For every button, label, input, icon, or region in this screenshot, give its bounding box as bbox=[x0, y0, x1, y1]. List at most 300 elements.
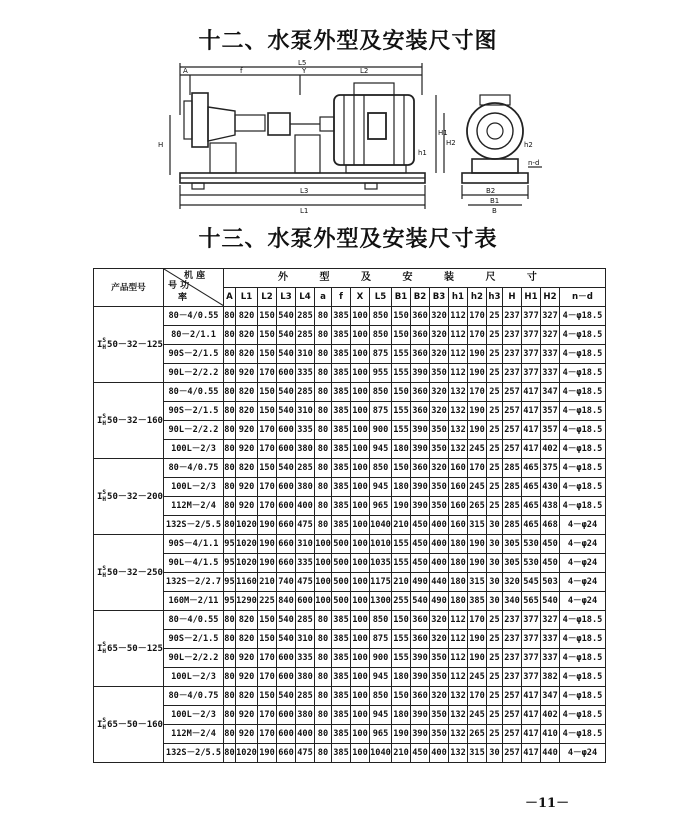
dimension-cell: 190 bbox=[467, 649, 486, 668]
dimension-cell: 190 bbox=[257, 744, 276, 763]
dimension-cell: 100 bbox=[350, 649, 369, 668]
dimension-cell: 357 bbox=[540, 402, 559, 421]
table-row bbox=[94, 383, 606, 402]
dimension-cell: 545 bbox=[521, 573, 540, 592]
table-row bbox=[94, 687, 606, 706]
dimension-cell: 385 bbox=[331, 364, 350, 383]
dimension-cell: 340 bbox=[502, 592, 521, 611]
dimension-cell: 360 bbox=[410, 687, 429, 706]
dimension-cell: 820 bbox=[235, 326, 257, 345]
dimension-cell: 500 bbox=[331, 573, 350, 592]
dimension-cell: 132 bbox=[448, 402, 467, 421]
dimension-cell: 245 bbox=[467, 478, 486, 497]
dimension-cell: 25 bbox=[486, 668, 502, 687]
dimension-cell: 350 bbox=[429, 668, 448, 687]
dimension-cell: 257 bbox=[502, 440, 521, 459]
dimension-cell: 347 bbox=[540, 383, 559, 402]
dimension-cell: 80 bbox=[223, 497, 235, 516]
dimension-cell: 347 bbox=[540, 687, 559, 706]
dimension-cell: 920 bbox=[235, 421, 257, 440]
table-row bbox=[94, 554, 606, 573]
dimension-cell: 500 bbox=[331, 592, 350, 611]
product-model-cell bbox=[94, 611, 164, 687]
dimension-cell: 112 bbox=[448, 611, 467, 630]
dimension-cell: 237 bbox=[502, 668, 521, 687]
dimension-cell: 385 bbox=[331, 497, 350, 516]
model-number: 50－32－160 bbox=[107, 415, 163, 426]
model-sub-bottom: H bbox=[102, 496, 107, 503]
dimension-cell: 30 bbox=[486, 535, 502, 554]
dimension-cell: 80 bbox=[314, 478, 331, 497]
model-sub-bottom: H bbox=[102, 724, 107, 731]
dimension-cell: 600 bbox=[276, 421, 295, 440]
dimension-cell: 80 bbox=[223, 611, 235, 630]
dimension-cell: 100 bbox=[350, 592, 369, 611]
dimension-cell: 190 bbox=[257, 516, 276, 535]
dimension-cell: 80 bbox=[223, 402, 235, 421]
column-header: h1 bbox=[448, 288, 467, 307]
dimension-cell: 385 bbox=[331, 630, 350, 649]
dimension-cell: 390 bbox=[410, 706, 429, 725]
dimension-cell: 377 bbox=[521, 630, 540, 649]
dimension-cell: 150 bbox=[257, 402, 276, 421]
table-row bbox=[94, 611, 606, 630]
dimension-cell: 402 bbox=[540, 706, 559, 725]
motor-frame-cell: 112M－2/4 bbox=[163, 725, 223, 744]
dimension-cell: 80 bbox=[314, 687, 331, 706]
table-row bbox=[94, 307, 606, 326]
dimension-cell: 320 bbox=[429, 326, 448, 345]
dimension-cell: 25 bbox=[486, 630, 502, 649]
dimension-cell: 1020 bbox=[235, 516, 257, 535]
dimension-cell: 540 bbox=[276, 459, 295, 478]
dimension-cell: 155 bbox=[391, 402, 410, 421]
dimension-cell: 4－φ18.5 bbox=[559, 649, 605, 668]
dimension-cell: 490 bbox=[410, 573, 429, 592]
dimension-cell: 150 bbox=[391, 383, 410, 402]
column-header: n－d bbox=[559, 288, 605, 307]
dimension-cell: 100 bbox=[350, 554, 369, 573]
dimension-cell: 320 bbox=[429, 611, 448, 630]
label-B: B bbox=[492, 207, 497, 215]
product-model-cell bbox=[94, 383, 164, 459]
dimension-cell: 390 bbox=[410, 649, 429, 668]
model-prefix: I bbox=[97, 339, 103, 350]
dimension-cell: 350 bbox=[429, 478, 448, 497]
dimension-cell: 350 bbox=[429, 364, 448, 383]
table-row bbox=[94, 478, 606, 497]
dimension-cell: 285 bbox=[502, 497, 521, 516]
dimension-cell: 660 bbox=[276, 554, 295, 573]
dimension-cell: 945 bbox=[369, 668, 391, 687]
model-subscript bbox=[102, 717, 106, 731]
dimension-cell: 360 bbox=[410, 345, 429, 364]
dimension-cell: 4－φ18.5 bbox=[559, 497, 605, 516]
dimension-cell: 540 bbox=[410, 592, 429, 611]
dimension-cell: 850 bbox=[369, 307, 391, 326]
dimension-cell: 417 bbox=[521, 440, 540, 459]
product-model-cell bbox=[94, 307, 164, 383]
dimension-cell: 170 bbox=[257, 668, 276, 687]
dimension-cell: 4－φ18.5 bbox=[559, 725, 605, 744]
dimension-cell: 237 bbox=[502, 611, 521, 630]
dimension-cell: 80 bbox=[223, 345, 235, 364]
dimension-cell: 540 bbox=[276, 345, 295, 364]
dimension-cell: 150 bbox=[391, 326, 410, 345]
dimension-cell: 600 bbox=[276, 668, 295, 687]
motor-frame-cell: 90L－2/2.2 bbox=[163, 364, 223, 383]
dimension-cell: 112 bbox=[448, 649, 467, 668]
dimension-cell: 465 bbox=[521, 459, 540, 478]
dimension-cell: 100 bbox=[350, 345, 369, 364]
dimension-cell: 920 bbox=[235, 497, 257, 516]
dimension-cell: 820 bbox=[235, 459, 257, 478]
dimension-cell: 80 bbox=[314, 326, 331, 345]
dimension-cell: 337 bbox=[540, 630, 559, 649]
dimension-cell: 4－φ18.5 bbox=[559, 706, 605, 725]
dimension-cell: 400 bbox=[429, 744, 448, 763]
dimension-cell: 80 bbox=[223, 383, 235, 402]
dimension-cell: 660 bbox=[276, 744, 295, 763]
dimension-cell: 385 bbox=[331, 307, 350, 326]
dimension-cell: 80 bbox=[223, 744, 235, 763]
model-sub-bottom: H bbox=[102, 572, 107, 579]
dimension-cell: 468 bbox=[540, 516, 559, 535]
dimension-cell: 385 bbox=[331, 687, 350, 706]
dimension-cell: 285 bbox=[502, 516, 521, 535]
dimension-cell: 600 bbox=[276, 440, 295, 459]
label-f: f bbox=[240, 67, 243, 75]
dimension-cell: 100 bbox=[350, 535, 369, 554]
dimension-cell: 402 bbox=[540, 440, 559, 459]
motor-frame-cell: 90S－4/1.1 bbox=[163, 535, 223, 554]
dimension-cell: 80 bbox=[223, 516, 235, 535]
dimension-cell: 417 bbox=[521, 402, 540, 421]
model-prefix: I bbox=[97, 567, 103, 578]
dimension-cell: 540 bbox=[276, 383, 295, 402]
column-header: B2 bbox=[410, 288, 429, 307]
dimension-cell: 170 bbox=[257, 421, 276, 440]
dimension-cell: 150 bbox=[391, 687, 410, 706]
dimension-cell: 465 bbox=[521, 516, 540, 535]
dimension-cell: 80 bbox=[314, 459, 331, 478]
dimension-cell: 155 bbox=[391, 649, 410, 668]
dimension-cell: 740 bbox=[276, 573, 295, 592]
dimension-cell: 305 bbox=[502, 554, 521, 573]
dimension-cell: 25 bbox=[486, 383, 502, 402]
dimension-cell: 100 bbox=[314, 554, 331, 573]
dimension-cell: 850 bbox=[369, 687, 391, 706]
dimension-cell: 190 bbox=[467, 554, 486, 573]
dimension-cell: 155 bbox=[391, 364, 410, 383]
dimension-cell: 337 bbox=[540, 345, 559, 364]
dimension-cell: 920 bbox=[235, 478, 257, 497]
model-sub-top: S bbox=[102, 565, 107, 572]
dimension-cell: 337 bbox=[540, 649, 559, 668]
dimension-cell: 820 bbox=[235, 630, 257, 649]
dimension-cell: 150 bbox=[391, 307, 410, 326]
section-12-title: 十二、水泵外型及安装尺寸图 bbox=[198, 29, 498, 54]
dimension-cell: 955 bbox=[369, 364, 391, 383]
dimension-cell: 190 bbox=[391, 725, 410, 744]
label-Y: Y bbox=[302, 67, 307, 75]
dimension-cell: 875 bbox=[369, 630, 391, 649]
dimension-cell: 335 bbox=[295, 649, 314, 668]
dimension-cell: 357 bbox=[540, 421, 559, 440]
dimension-cell: 80 bbox=[314, 497, 331, 516]
motor-frame-cell: 112M－2/4 bbox=[163, 497, 223, 516]
label-H1: H1 bbox=[438, 129, 448, 137]
dimension-cell: 377 bbox=[521, 345, 540, 364]
motor-frame-cell: 90S－2/1.5 bbox=[163, 630, 223, 649]
dimension-cell: 80 bbox=[314, 516, 331, 535]
motor-frame-cell: 132S－2/5.5 bbox=[163, 744, 223, 763]
dimension-cell: 170 bbox=[467, 383, 486, 402]
dimension-cell: 25 bbox=[486, 421, 502, 440]
dimension-cell: 310 bbox=[295, 630, 314, 649]
dimension-cell: 945 bbox=[369, 440, 391, 459]
header-dimension-group: 外 型 及 安 装 尺 寸 bbox=[223, 269, 605, 288]
dimension-cell: 257 bbox=[502, 383, 521, 402]
dimension-cell: 150 bbox=[257, 307, 276, 326]
dimension-cell: 385 bbox=[331, 421, 350, 440]
dimension-cell: 285 bbox=[295, 687, 314, 706]
dimension-cell: 4－φ18.5 bbox=[559, 326, 605, 345]
dimension-cell: 80 bbox=[223, 440, 235, 459]
dimension-cell: 1020 bbox=[235, 535, 257, 554]
model-prefix: I bbox=[97, 415, 103, 426]
dimension-cell: 112 bbox=[448, 345, 467, 364]
dimension-cell: 1040 bbox=[369, 744, 391, 763]
dimension-cell: 190 bbox=[467, 364, 486, 383]
dimension-cell: 600 bbox=[276, 364, 295, 383]
dimension-cell: 400 bbox=[429, 535, 448, 554]
dimension-cell: 80 bbox=[223, 478, 235, 497]
label-h1: h1 bbox=[418, 149, 427, 157]
table-row bbox=[94, 706, 606, 725]
dimension-cell: 150 bbox=[257, 345, 276, 364]
dimension-cell: 945 bbox=[369, 706, 391, 725]
dimension-cell: 400 bbox=[295, 725, 314, 744]
dimension-cell: 4－φ18.5 bbox=[559, 383, 605, 402]
dimension-cell: 360 bbox=[410, 630, 429, 649]
dimension-cell: 132 bbox=[448, 421, 467, 440]
dimension-cell: 380 bbox=[295, 706, 314, 725]
dimension-cell: 1020 bbox=[235, 554, 257, 573]
dimension-cell: 565 bbox=[521, 592, 540, 611]
dimension-cell: 80 bbox=[314, 345, 331, 364]
dimension-cell: 4－φ18.5 bbox=[559, 630, 605, 649]
dimension-cell: 180 bbox=[391, 478, 410, 497]
dimension-cell: 257 bbox=[502, 402, 521, 421]
dimension-cell: 320 bbox=[502, 573, 521, 592]
dimension-cell: 4－φ18.5 bbox=[559, 687, 605, 706]
dimension-cell: 245 bbox=[467, 668, 486, 687]
dimension-cell: 4－φ24 bbox=[559, 573, 605, 592]
dimension-cell: 400 bbox=[295, 497, 314, 516]
dimension-cell: 80 bbox=[314, 630, 331, 649]
dimension-cell: 820 bbox=[235, 687, 257, 706]
dimension-cell: 320 bbox=[429, 459, 448, 478]
dimension-cell: 80 bbox=[223, 687, 235, 706]
motor-frame-cell: 80－4/0.55 bbox=[163, 611, 223, 630]
dimension-cell: 310 bbox=[295, 402, 314, 421]
dimension-cell: 257 bbox=[502, 706, 521, 725]
dimension-cell: 112 bbox=[448, 307, 467, 326]
dimension-cell: 500 bbox=[331, 554, 350, 573]
dimension-cell: 320 bbox=[429, 307, 448, 326]
dimension-cell: 80 bbox=[223, 364, 235, 383]
dimension-cell: 80 bbox=[314, 307, 331, 326]
motor-frame-cell: 100L－2/3 bbox=[163, 668, 223, 687]
dimension-cell: 100 bbox=[350, 478, 369, 497]
label-H2: H2 bbox=[446, 139, 456, 147]
column-header: A bbox=[223, 288, 235, 307]
dimension-cell: 320 bbox=[429, 383, 448, 402]
dimension-cell: 417 bbox=[521, 687, 540, 706]
label-H: H bbox=[158, 141, 164, 149]
product-model-cell bbox=[94, 535, 164, 611]
dimension-cell: 385 bbox=[331, 611, 350, 630]
dimension-cell: 320 bbox=[429, 687, 448, 706]
dimension-cell: 80 bbox=[223, 326, 235, 345]
dimension-cell: 80 bbox=[314, 402, 331, 421]
motor-frame-cell: 100L－2/3 bbox=[163, 706, 223, 725]
dimension-cell: 390 bbox=[410, 421, 429, 440]
dimension-cell: 190 bbox=[467, 402, 486, 421]
dimension-cell: 95 bbox=[223, 554, 235, 573]
dimension-cell: 920 bbox=[235, 649, 257, 668]
dimension-cell: 80 bbox=[223, 630, 235, 649]
dimension-cell: 100 bbox=[350, 497, 369, 516]
dimension-cell: 100 bbox=[350, 630, 369, 649]
dimension-cell: 170 bbox=[257, 364, 276, 383]
header-product-model: 产品型号 bbox=[94, 269, 164, 307]
dimension-cell: 80 bbox=[223, 725, 235, 744]
dimension-cell: 150 bbox=[257, 687, 276, 706]
header-motor-line1: 机 座 bbox=[183, 271, 206, 281]
table-row bbox=[94, 345, 606, 364]
dimension-cell: 350 bbox=[429, 440, 448, 459]
table-row bbox=[94, 497, 606, 516]
motor-frame-cell: 90L－4/1.5 bbox=[163, 554, 223, 573]
dimension-cell: 180 bbox=[448, 554, 467, 573]
motor-frame-cell: 100L－2/3 bbox=[163, 440, 223, 459]
model-sub-top: S bbox=[102, 717, 107, 724]
dimension-cell: 385 bbox=[331, 326, 350, 345]
pump-dimension-drawing bbox=[150, 55, 550, 217]
dimension-cell: 170 bbox=[257, 725, 276, 744]
table-row bbox=[94, 440, 606, 459]
dimension-cell: 503 bbox=[540, 573, 559, 592]
column-header: a bbox=[314, 288, 331, 307]
dimension-cell: 390 bbox=[410, 497, 429, 516]
table-row bbox=[94, 725, 606, 744]
dimension-cell: 530 bbox=[521, 554, 540, 573]
dimension-cell: 377 bbox=[521, 307, 540, 326]
dimension-cell: 350 bbox=[429, 725, 448, 744]
dimension-cell: 25 bbox=[486, 440, 502, 459]
dimension-cell: 417 bbox=[521, 725, 540, 744]
dimension-cell: 600 bbox=[295, 592, 314, 611]
model-sub-bottom: H bbox=[102, 648, 107, 655]
dimension-cell: 170 bbox=[467, 611, 486, 630]
dimension-cell: 385 bbox=[331, 440, 350, 459]
dimension-cell: 237 bbox=[502, 649, 521, 668]
dimension-cell: 100 bbox=[350, 307, 369, 326]
dimension-cell: 465 bbox=[521, 478, 540, 497]
dimension-cell: 1010 bbox=[369, 535, 391, 554]
motor-frame-cell: 90L－2/2.2 bbox=[163, 421, 223, 440]
dimension-cell: 385 bbox=[331, 459, 350, 478]
dimension-cell: 80 bbox=[314, 421, 331, 440]
dimension-cell: 100 bbox=[350, 611, 369, 630]
dimension-cell: 100 bbox=[314, 535, 331, 554]
dimension-cell: 4－φ18.5 bbox=[559, 364, 605, 383]
dimension-cell: 237 bbox=[502, 630, 521, 649]
dimension-cell: 965 bbox=[369, 725, 391, 744]
dimension-cell: 100 bbox=[350, 440, 369, 459]
dimension-cell: 112 bbox=[448, 326, 467, 345]
dimension-cell: 350 bbox=[429, 706, 448, 725]
dimension-cell: 257 bbox=[502, 725, 521, 744]
dimension-cell: 100 bbox=[350, 421, 369, 440]
table-row bbox=[94, 573, 606, 592]
dimension-cell: 100 bbox=[314, 592, 331, 611]
dimension-cell: 540 bbox=[276, 630, 295, 649]
dimension-cell: 112 bbox=[448, 364, 467, 383]
dimension-cell: 360 bbox=[410, 307, 429, 326]
page-number: －11－ bbox=[525, 796, 570, 811]
model-subscript bbox=[102, 641, 106, 655]
dimension-cell: 320 bbox=[429, 630, 448, 649]
table-row bbox=[94, 326, 606, 345]
table-row bbox=[94, 459, 606, 478]
dimension-cell: 475 bbox=[295, 573, 314, 592]
dimension-cell: 25 bbox=[486, 706, 502, 725]
dimension-cell: 100 bbox=[350, 459, 369, 478]
column-header: H1 bbox=[521, 288, 540, 307]
dimension-cell: 180 bbox=[448, 573, 467, 592]
dimension-cell: 190 bbox=[467, 345, 486, 364]
dimension-cell: 80 bbox=[223, 668, 235, 687]
dimension-cell: 170 bbox=[257, 440, 276, 459]
dimension-cell: 335 bbox=[295, 364, 314, 383]
dimension-cell: 390 bbox=[410, 478, 429, 497]
dimension-cell: 170 bbox=[467, 459, 486, 478]
dimension-cell: 100 bbox=[350, 402, 369, 421]
dimension-cell: 132 bbox=[448, 744, 467, 763]
dimension-cell: 190 bbox=[467, 630, 486, 649]
dimension-cell: 80 bbox=[314, 744, 331, 763]
dimension-cell: 600 bbox=[276, 478, 295, 497]
dimension-cell: 4－φ24 bbox=[559, 592, 605, 611]
dimension-cell: 4－φ24 bbox=[559, 516, 605, 535]
dimension-cell: 4－φ18.5 bbox=[559, 421, 605, 440]
column-header: L4 bbox=[295, 288, 314, 307]
table-row bbox=[94, 668, 606, 687]
dimension-cell: 350 bbox=[429, 421, 448, 440]
dimension-cell: 100 bbox=[350, 706, 369, 725]
dimension-cell: 155 bbox=[391, 345, 410, 364]
dimension-cell: 335 bbox=[295, 554, 314, 573]
dimension-cell: 315 bbox=[467, 573, 486, 592]
dimension-cell: 1160 bbox=[235, 573, 257, 592]
dimension-cell: 380 bbox=[295, 440, 314, 459]
dimension-cell: 820 bbox=[235, 307, 257, 326]
dimension-cell: 100 bbox=[350, 383, 369, 402]
dimension-cell: 377 bbox=[521, 611, 540, 630]
